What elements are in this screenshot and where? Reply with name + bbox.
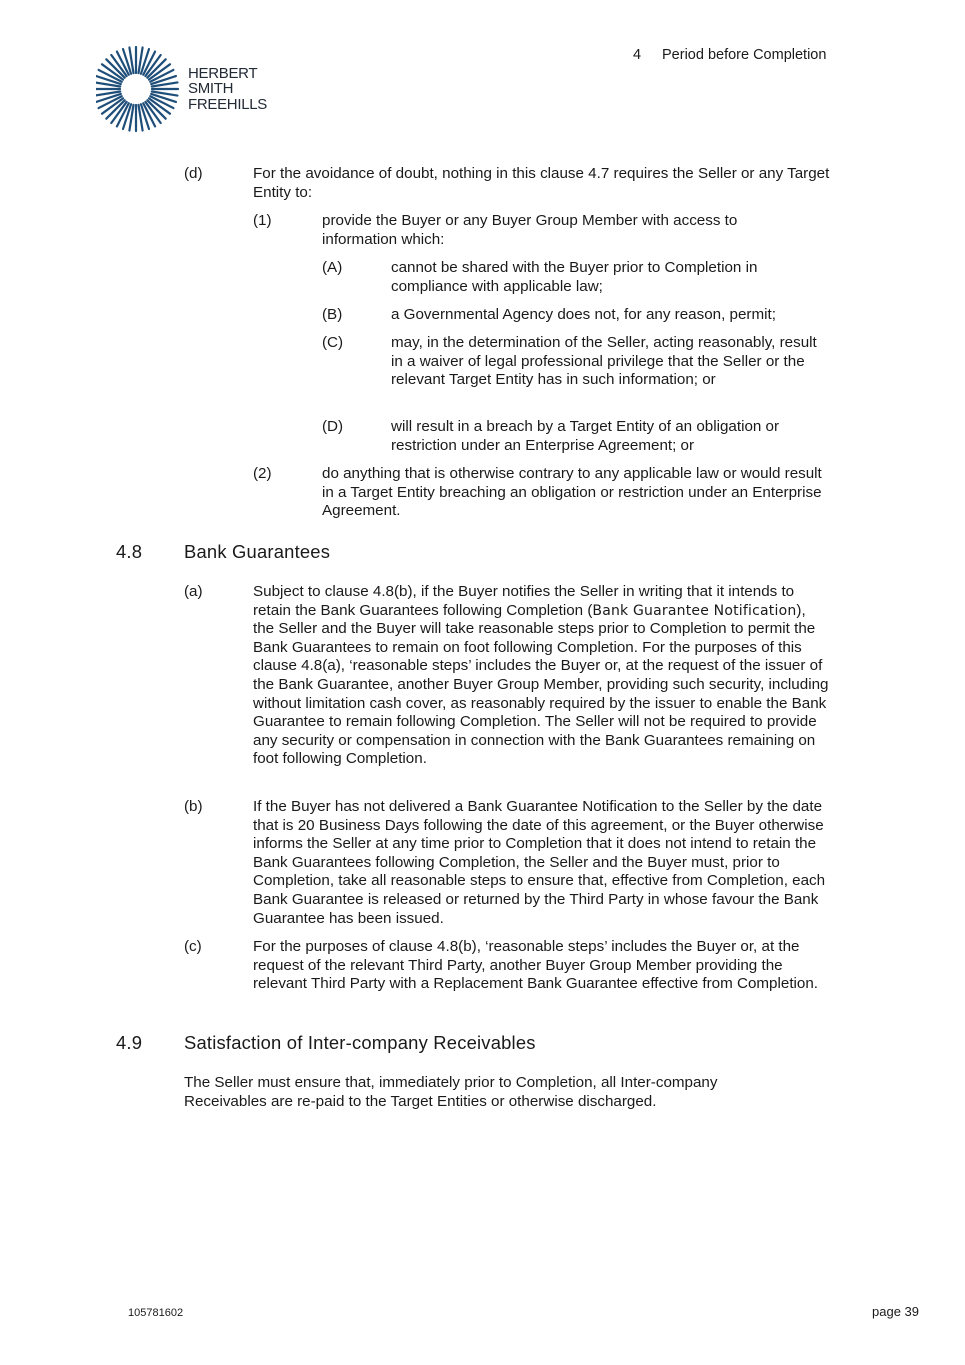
subitem-D-text: will result in a breach by a Target Entity of an obligation or restriction under an Enterprise Agreement; or <box>391 418 780 454</box>
item-label-2: (2) <box>253 465 272 482</box>
clause-4-8-a-text-after: ), the Seller and the Buyer will take reasonable steps prior to Completion to permit the Bank Guarantees to remain on foot following Completion. For the purposes of this clause 4.8(a), ‘reasonable steps’ includes the Buyer or, at the request of the issuer of the Bank Guarantee, another Buyer Group Member, providing such security, including without limitation cash cover, as reasonably required by the issuer to enable the Bank Guarantee to remain following Completion. The Seller will not be required to provide any security or compensation in connection with the Bank Guarantees remaining on foot following Completion. <box>253 601 829 768</box>
running-header <box>633 46 826 65</box>
section-number: 4 <box>633 47 642 63</box>
sunburst-logo-mark <box>96 47 178 131</box>
heading-4-9-title: Satisfaction of Inter-company Receivables <box>184 1032 536 1053</box>
item-1-text: provide the Buyer or any Buyer Group Member with access to information which: <box>322 212 738 248</box>
subitem-label-A: (A) <box>322 259 343 276</box>
clause-4-8-label-c: (c) <box>184 938 202 955</box>
clause-4-8-label-b: (b) <box>184 798 203 815</box>
logo-line-2: SMITH <box>188 80 234 98</box>
clause-4-8-a-text-before: Subject to clause 4.8(b), if the Buyer notifies the Seller in writing that it intends to retain the Bank Guarantees following Completion ( <box>253 583 795 619</box>
page-number: page 39 <box>872 1304 919 1319</box>
heading-4-9-number: 4.9 <box>116 1032 143 1053</box>
clause-4-9-text: The Seller must ensure that, immediately prior to Completion, all Inter-company Receivables are re-paid to the Target Entities or otherwise discharged. <box>184 1074 718 1110</box>
item-2-text: do anything that is otherwise contrary to any applicable law or would result in a Target Entity breaching an obligation or restriction under an Enterprise Agreement. <box>322 465 822 520</box>
subitem-label-C: (C) <box>322 334 344 351</box>
subitem-A-text: cannot be shared with the Buyer prior to Completion in compliance with applicable law; <box>391 259 758 295</box>
clause-label-d: (d) <box>184 165 203 182</box>
logo-line-3: FREEHILLS <box>188 95 267 113</box>
item-label-1: (1) <box>253 212 272 229</box>
section-title: Period before Completion <box>662 47 827 63</box>
subitem-label-D: (D) <box>322 418 344 435</box>
document-id: 105781602 <box>128 1307 184 1319</box>
clause-4-8-b-text: If the Buyer has not delivered a Bank Guarantee Notification to the Seller by the date that is 20 Business Days following the date of this agreement, or the Buyer otherwise informs the Seller at any time prior to Completion that it does not intend to retain the Bank Guarantees following Completion, the Seller and the Buyer must, prior to Completion, take all reasonable steps to ensure that, effective from Completion, each Bank Guarantee is released or returned by the Third Party in whose favour the Bank Guarantee has been issued. <box>253 798 826 927</box>
logo-wordmark <box>188 66 267 112</box>
clause-4-8-c-text: For the purposes of clause 4.8(b), ‘reasonable steps’ includes the Buyer or, at the request of the relevant Third Party, another Buyer Group Member providing the relevant Third Party with a Replacement Bank Guarantee effective from Completion. <box>253 938 819 993</box>
subitem-C-text: may, in the determination of the Seller, acting reasonably, result in a waiver of legal professional privilege that the Seller or the relevant Target Entity has in such information; or <box>391 334 817 389</box>
clause-4-8-a-text <box>253 583 831 769</box>
heading-4-8-number: 4.8 <box>116 541 143 562</box>
clause-d-text: For the avoidance of doubt, nothing in this clause 4.7 requires the Seller or any Target Entity to: <box>253 165 830 201</box>
subitem-label-B: (B) <box>322 306 343 323</box>
defined-term-bank-guarantee-notification: Bank Guarantee Notification <box>592 602 797 619</box>
logo-line-1: HERBERT <box>188 65 258 82</box>
clause-4-8-label-a: (a) <box>184 583 203 600</box>
heading-4-8-title: Bank Guarantees <box>184 541 331 562</box>
subitem-B-text: a Governmental Agency does not, for any reason, permit; <box>391 306 776 323</box>
